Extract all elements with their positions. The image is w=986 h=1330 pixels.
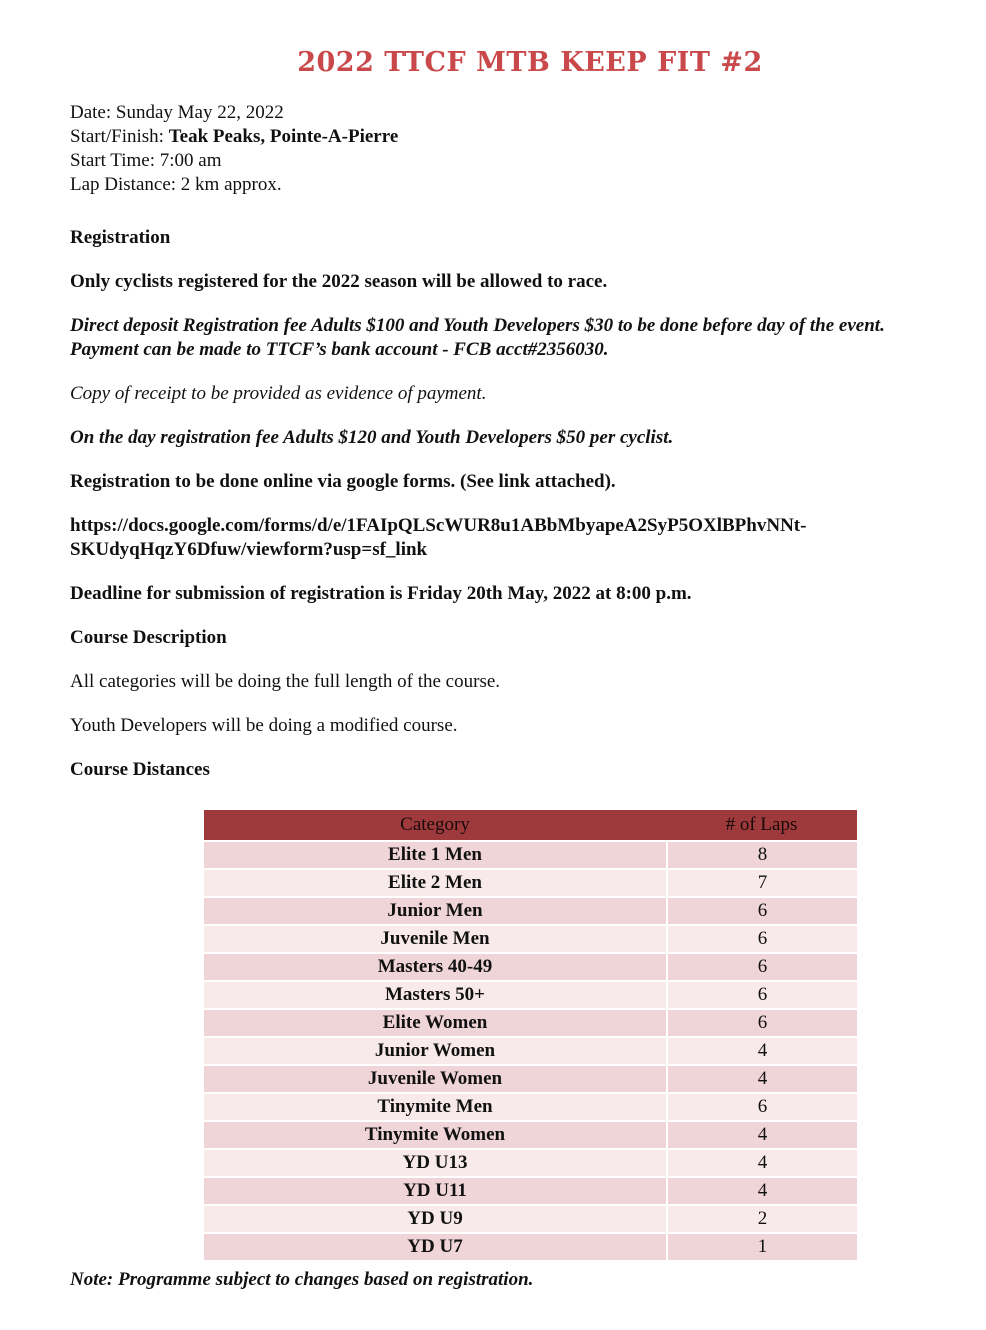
receipt-text: Copy of receipt to be provided as evidence of payment. [70,383,487,404]
date-label: Date: [70,102,116,123]
start-time-line [70,149,950,173]
category-cell: Masters 40-49 [204,954,666,980]
table-row [204,1206,857,1232]
table-row [204,982,857,1008]
category-cell: Tinymite Men [204,1094,666,1120]
laps-cell: 6 [666,926,857,952]
table-row [204,1150,857,1176]
laps-cell: 6 [666,982,857,1008]
category-cell: Juvenile Women [204,1066,666,1092]
table-header-row [204,810,857,840]
laps-cell: 7 [666,870,857,896]
category-cell: YD U13 [204,1150,666,1176]
laps-cell: 6 [666,1010,857,1036]
start-time-label: Start Time: [70,150,160,171]
table-row [204,1038,857,1064]
course-distances-table [204,808,857,1262]
start-finish-line [70,125,950,149]
table-row [204,1094,857,1120]
registration-heading: Registration [70,227,171,248]
category-cell: Elite 1 Men [204,842,666,868]
table-row [204,870,857,896]
table-row [204,898,857,924]
table-row [204,842,857,868]
registration-link-line1[interactable]: https://docs.google.com/forms/d/e/1FAIpQLScWUR8u1ABbMbyapeA2SyP5OXlBPhvNNt- [70,515,807,536]
laps-cell: 4 [666,1066,857,1092]
deadline-text: Deadline for submission of registration is Friday 20th May, 2022 at 8:00 p.m. [70,583,692,604]
laps-cell: 1 [666,1234,857,1260]
course-description-line2: Youth Developers will be doing a modified course. [70,715,458,736]
registration-link-line2[interactable]: SKUdyqHqzY6Dfuw/viewform?usp=sf_link [70,539,428,560]
start-time-value: 7:00 am [159,150,222,171]
programme-note: Note: Programme subject to changes based on registration. [70,1269,534,1290]
document-body [70,101,950,782]
table-row [204,1122,857,1148]
laps-cell: 6 [666,898,857,924]
laps-cell: 4 [666,1038,857,1064]
category-cell: YD U11 [204,1178,666,1204]
category-cell: Junior Women [204,1038,666,1064]
column-header-category: Category [204,810,666,840]
lap-distance-label: Lap Distance: [70,174,181,195]
category-cell: Tinymite Women [204,1122,666,1148]
page-title: 2022 TTCF MTB KEEP FIT #2 [297,47,763,78]
table-row [204,926,857,952]
registration-link[interactable] [70,514,950,562]
date-value: Sunday May 22, 2022 [115,102,284,123]
eligibility-text: Only cyclists registered for the 2022 season will be allowed to race. [70,271,608,292]
table-row [204,1234,857,1260]
laps-cell: 4 [666,1122,857,1148]
laps-cell: 2 [666,1206,857,1232]
course-description-line1: All categories will be doing the full length of the course. [70,671,501,692]
table-row [204,1010,857,1036]
lap-distance-value: 2 km approx. [180,174,282,195]
category-cell: YD U9 [204,1206,666,1232]
category-cell: Masters 50+ [204,982,666,1008]
course-distances-table-wrap [204,808,857,1262]
category-cell: Elite 2 Men [204,870,666,896]
date-line [70,101,950,125]
laps-cell: 4 [666,1150,857,1176]
course-distances-heading: Course Distances [70,759,210,780]
on-the-day-fee-text: On the day registration fee Adults $120 and Youth Developers $50 per cyclist. [70,427,674,448]
lap-distance-line [70,173,950,197]
online-registration-text: Registration to be done online via google forms. (See link attached). [70,471,616,492]
laps-cell: 6 [666,954,857,980]
category-cell: YD U7 [204,1234,666,1260]
category-cell: Elite Women [204,1010,666,1036]
table-row [204,1066,857,1092]
direct-deposit-text: Direct deposit Registration fee Adults $100 and Youth Developers $30 to be done before day of the event. Payment can be made to TTCF’s bank account - FCB acct#2356030. [70,315,885,360]
course-description-heading: Course Description [70,627,227,648]
laps-cell: 6 [666,1094,857,1120]
category-cell: Junior Men [204,898,666,924]
laps-cell: 4 [666,1178,857,1204]
start-finish-label: Start/Finish: [70,126,169,147]
table-row [204,1178,857,1204]
column-header-laps: # of Laps [666,810,857,840]
table-row [204,954,857,980]
laps-cell: 8 [666,842,857,868]
category-cell: Juvenile Men [204,926,666,952]
start-finish-value: Teak Peaks, Pointe-A-Pierre [168,126,399,147]
